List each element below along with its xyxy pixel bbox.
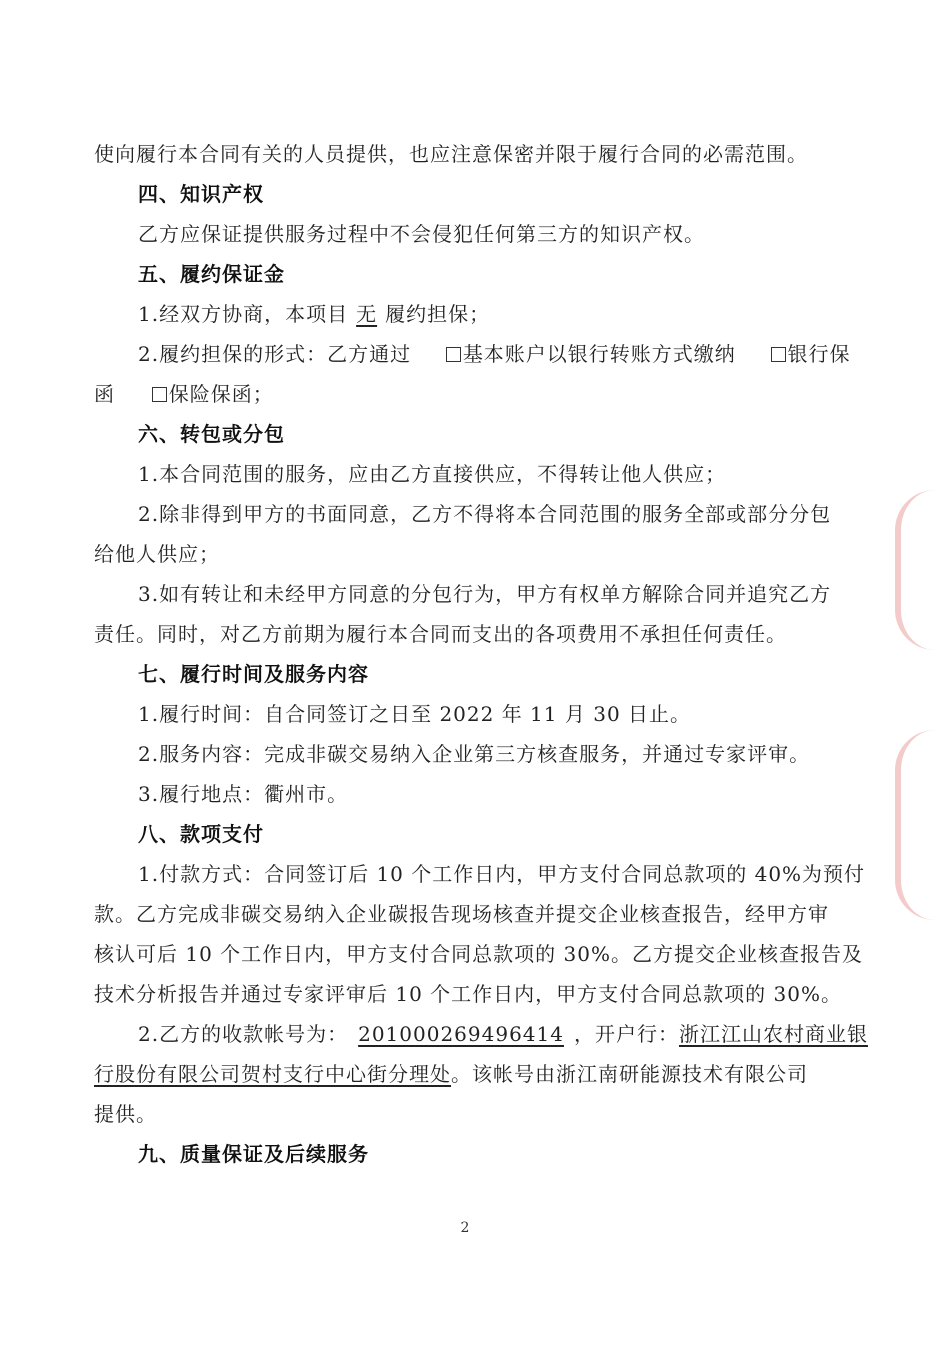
checkbox-basic-account[interactable] (446, 347, 461, 362)
account-provider: 。该帐号由浙江南研能源技术有限公司 (451, 1062, 808, 1086)
guarantee-prefix: 1.经双方协商，本项目 (138, 302, 349, 326)
seal-stamp-fragment (895, 730, 950, 920)
guarantee-value: 无 (356, 302, 378, 326)
section-heading-guarantee: 五、履约保证金 (138, 262, 285, 286)
checkbox-bank-guarantee[interactable] (771, 347, 786, 362)
checkbox-insurance-guarantee[interactable] (152, 387, 167, 402)
account-line-2 (94, 1062, 950, 1086)
paragraph-line: 1.履行时间：自合同签订之日至 2022 年 11 月 30 日止。 (138, 702, 692, 726)
paragraph-line: 使向履行本合同有关的人员提供，也应注意保密并限于履行合同的必需范围。 (94, 142, 808, 166)
option-bank-guarantee-end: 函 (94, 382, 115, 406)
option-basic-account: 基本账户以银行转账方式缴纳 (462, 342, 736, 366)
paragraph-line: 技术分析报告并通过专家评审后 10 个工作日内，甲方支付合同总款项的 30%。 (94, 982, 842, 1006)
section-heading-quality: 九、质量保证及后续服务 (138, 1142, 369, 1166)
paragraph-line: 2.除非得到甲方的书面同意，乙方不得将本合同范围的服务全部或部分分包 (138, 502, 832, 526)
paragraph-line: 3.如有转让和未经甲方同意的分包行为，甲方有权单方解除合同并追究乙方 (138, 582, 832, 606)
option-insurance-guarantee: 保险保函； (168, 382, 274, 406)
bank-name-part2: 行股份有限公司贺村支行中心街分理处 (94, 1062, 451, 1086)
paragraph-line: 款。乙方完成非碳交易纳入企业碳报告现场核查并提交企业核查报告，经甲方审 (94, 902, 829, 926)
guarantee-form-line-2 (94, 382, 950, 406)
paragraph-line: 2.服务内容：完成非碳交易纳入企业第三方核查服务，并通过专家评审。 (138, 742, 811, 766)
account-prefix: 2.乙方的收款帐号为： (138, 1022, 349, 1046)
option-bank-guarantee: 银行保 (787, 342, 851, 366)
bank-label: ，开户行： (573, 1022, 679, 1046)
account-line (138, 1022, 950, 1046)
guarantee-form-line (138, 342, 950, 366)
paragraph-line: 3.履行地点：衢州市。 (138, 782, 349, 806)
guarantee-line (138, 302, 950, 326)
bank-name-part1: 浙江江山农村商业银 (678, 1022, 868, 1046)
paragraph-line: 责任。同时，对乙方前期为履行本合同而支出的各项费用不承担任何责任。 (94, 622, 787, 646)
section-heading-ip: 四、知识产权 (138, 182, 264, 206)
section-heading-time-content: 七、履行时间及服务内容 (138, 662, 369, 686)
account-number: 201000269496414 (358, 1022, 564, 1046)
paragraph-line: 提供。 (94, 1102, 157, 1126)
paragraph-line: 1.付款方式：合同签订后 10 个工作日内，甲方支付合同总款项的 40%为预付 (138, 862, 866, 886)
paragraph-line: 1.本合同范围的服务，应由乙方直接供应，不得转让他人供应； (138, 462, 727, 486)
guarantee-suffix: 履约担保； (385, 302, 491, 326)
paragraph-line: 给他人供应； (94, 542, 220, 566)
paragraph-line: 核认可后 10 个工作日内，甲方支付合同总款项的 30%。乙方提交企业核查报告及 (94, 942, 863, 966)
guarantee-form-label: 2.履约担保的形式：乙方通过 (138, 342, 412, 366)
seal-stamp-fragment (895, 490, 950, 650)
page-number: 2 (460, 1220, 470, 1236)
section-heading-subcontract: 六、转包或分包 (138, 422, 285, 446)
section-heading-payment: 八、款项支付 (138, 822, 264, 846)
paragraph-line: 乙方应保证提供服务过程中不会侵犯任何第三方的知识产权。 (138, 222, 705, 246)
